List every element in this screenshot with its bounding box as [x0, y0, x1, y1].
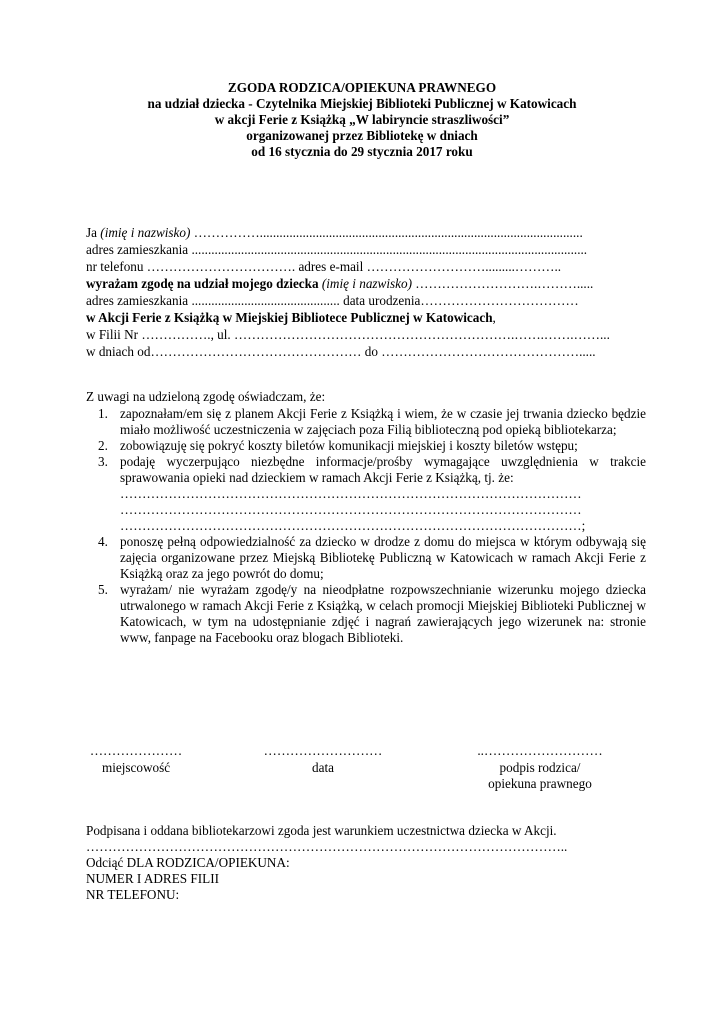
parent-name-field[interactable]: …………….................................................................................................. [190, 225, 583, 240]
child-consent-row [86, 276, 646, 293]
cut-off-title: Odciąć DLA RODZICA/OPIEKUNA: [86, 855, 290, 870]
signature-label-2: opiekuna prawnego [488, 776, 592, 791]
branch-row [86, 327, 646, 344]
item-number: 5. [98, 582, 108, 597]
days-from-label: w dniach od [86, 344, 151, 359]
email-label: adres e-mail [298, 259, 367, 274]
child-address-row [86, 293, 646, 310]
parent-address-row [86, 242, 646, 259]
parent-address-label: adres zamieszkania [86, 242, 192, 257]
parent-signature-block [472, 743, 608, 792]
days-from-field[interactable]: ………………………………………… [150, 344, 365, 359]
declaration-item [86, 534, 646, 582]
form-subtitle-line-4: od 16 stycznia do 29 stycznia 2017 roku [251, 144, 473, 159]
child-address-field[interactable]: ............................................. [191, 293, 344, 308]
street-field[interactable]: ……………………………………………………….…….…….…….. [234, 327, 607, 342]
declaration-item [86, 454, 646, 534]
date-label: data [312, 760, 334, 775]
parent-name-label: Ja [86, 225, 101, 240]
declaration-item [86, 406, 646, 438]
item-text: podaję wyczerpująco niezbędne informacje/prośby wymagające uwzględnienia w trakcie sprawowania opieki nad dzieckiem w ramach Akcji Ferie z Książką, tj. że: [120, 454, 646, 485]
item-number: 4. [98, 534, 108, 549]
notes-field-line[interactable]: …………………………………………………………………………………………… [120, 486, 582, 501]
item-text: ponoszę pełną odpowiedzialność za dziecko w drodze z domu do miejsca w którym odbywają się zajęcia organizowane przez Miejską Bibliotekę Publiczną w Katowicach w ramach Akcji Ferie z Książką oraz za jego powrót do domu; [120, 534, 646, 581]
phone-label: nr telefonu [86, 259, 147, 274]
date-signature-block [258, 743, 388, 776]
street-label: ul. [217, 327, 235, 342]
event-comma: , [492, 310, 496, 325]
email-field[interactable]: ……………………….........………. [366, 259, 558, 274]
item-text: wyrażam/ nie wyrażam zgodę/y na nieodpłatne rozpowszechnianie wizerunku mojego dziecka utrwalonego w ramach Akcji Ferie z Książką, w celach promocji Miejskiej Biblioteki Publicznej w Katowicach, w tym na udostępnianie zdjęć i nagrań zawierających jego wizerunek na: stronie www, fanpage na Facebooku oraz blogach Biblioteki. [120, 582, 646, 645]
contact-row [86, 259, 646, 276]
declaration-list [86, 406, 646, 646]
row-end: . [606, 327, 610, 342]
phone-info-label: NR TELEFONU: [86, 887, 180, 902]
item-number: 1. [98, 406, 108, 421]
event-row [86, 310, 646, 327]
item-text: zobowiązuję się pokryć koszty biletów komunikacji miejskiej i koszty biletów wstępu; [120, 438, 578, 453]
signature-label-1: podpis rodzica/ [499, 760, 581, 775]
declaration-section [86, 389, 646, 646]
parent-data-fields [86, 225, 646, 361]
branch-label: w Filii Nr [86, 327, 142, 342]
parent-name-row [86, 225, 646, 242]
declaration-item [86, 438, 646, 454]
form-subtitle-line-2: w akcji Ferie z Książką „W labiryncie straszliwości” [214, 112, 510, 127]
birth-date-label: data urodzenia [343, 293, 421, 308]
submission-note: Podpisana i oddana bibliotekarzowi zgoda jest warunkiem uczestnictwa dziecka w Akcji. [86, 823, 557, 838]
date-field[interactable]: ……………………… [263, 743, 383, 758]
form-header [0, 80, 724, 160]
notes-field-line[interactable]: …………………………………………………………………………………………… [120, 502, 582, 517]
form-subtitle-line-1: na udział dziecka - Czytelnika Miejskiej Biblioteki Publicznej w Katowicach [147, 96, 577, 111]
branch-number-field[interactable]: ……………., [141, 327, 218, 342]
consent-label: wyrażam zgodę na udział mojego dziecka [86, 276, 322, 291]
item-text: zapoznałam/em się z planem Akcji Ferie z Książką i wiem, że w czasie jej trwania dziecko będzie miało możliwość uczestniczenia w zajęciach poza Filią biblioteczną pod opieką bibliotekarza; [120, 406, 646, 437]
event-name: w Akcji Ferie z Książką w Miejskiej Bibliotece Publicznej w Katowicach [86, 310, 493, 325]
parent-name-hint: (imię i nazwisko) [100, 225, 191, 240]
form-subtitle-line-3: organizowanej przez Bibliotekę w dniach [246, 128, 478, 143]
declaration-item [86, 582, 646, 646]
declaration-intro: Z uwagi na udzieloną zgodę oświadczam, że: [86, 389, 326, 404]
notes-field-line[interactable]: ……………………………………………………………………………………………; [120, 518, 586, 533]
child-name-hint: (imię i nazwisko) [321, 276, 412, 291]
row-end: . [557, 259, 562, 274]
cut-line: ……………………………………………………………………………………………….. [86, 839, 568, 854]
child-name-field[interactable]: ……………………….………..... [411, 276, 594, 291]
form-title: ZGODA RODZICA/OPIEKUNA PRAWNEGO [227, 80, 497, 95]
place-label: miejscowość [101, 760, 171, 775]
phone-field[interactable]: ……………………………. [146, 259, 299, 274]
days-to-label: do [364, 344, 382, 359]
parent-address-field[interactable]: ........................................................................................................................ [191, 242, 588, 257]
place-field[interactable]: ………………… [89, 743, 183, 758]
item-number: 3. [98, 454, 108, 469]
branch-info-label: NUMER I ADRES FILII [86, 871, 219, 886]
place-signature-block [86, 743, 186, 776]
days-to-field[interactable]: ………………………………………..... [381, 344, 596, 359]
birth-date-field[interactable]: ……………………………… [420, 293, 579, 308]
dates-row [86, 344, 646, 361]
form-footer [86, 823, 646, 903]
item-number: 2. [98, 438, 108, 453]
signature-field[interactable]: ..……………………… [477, 743, 603, 758]
child-address-label: adres zamieszkania [86, 293, 192, 308]
